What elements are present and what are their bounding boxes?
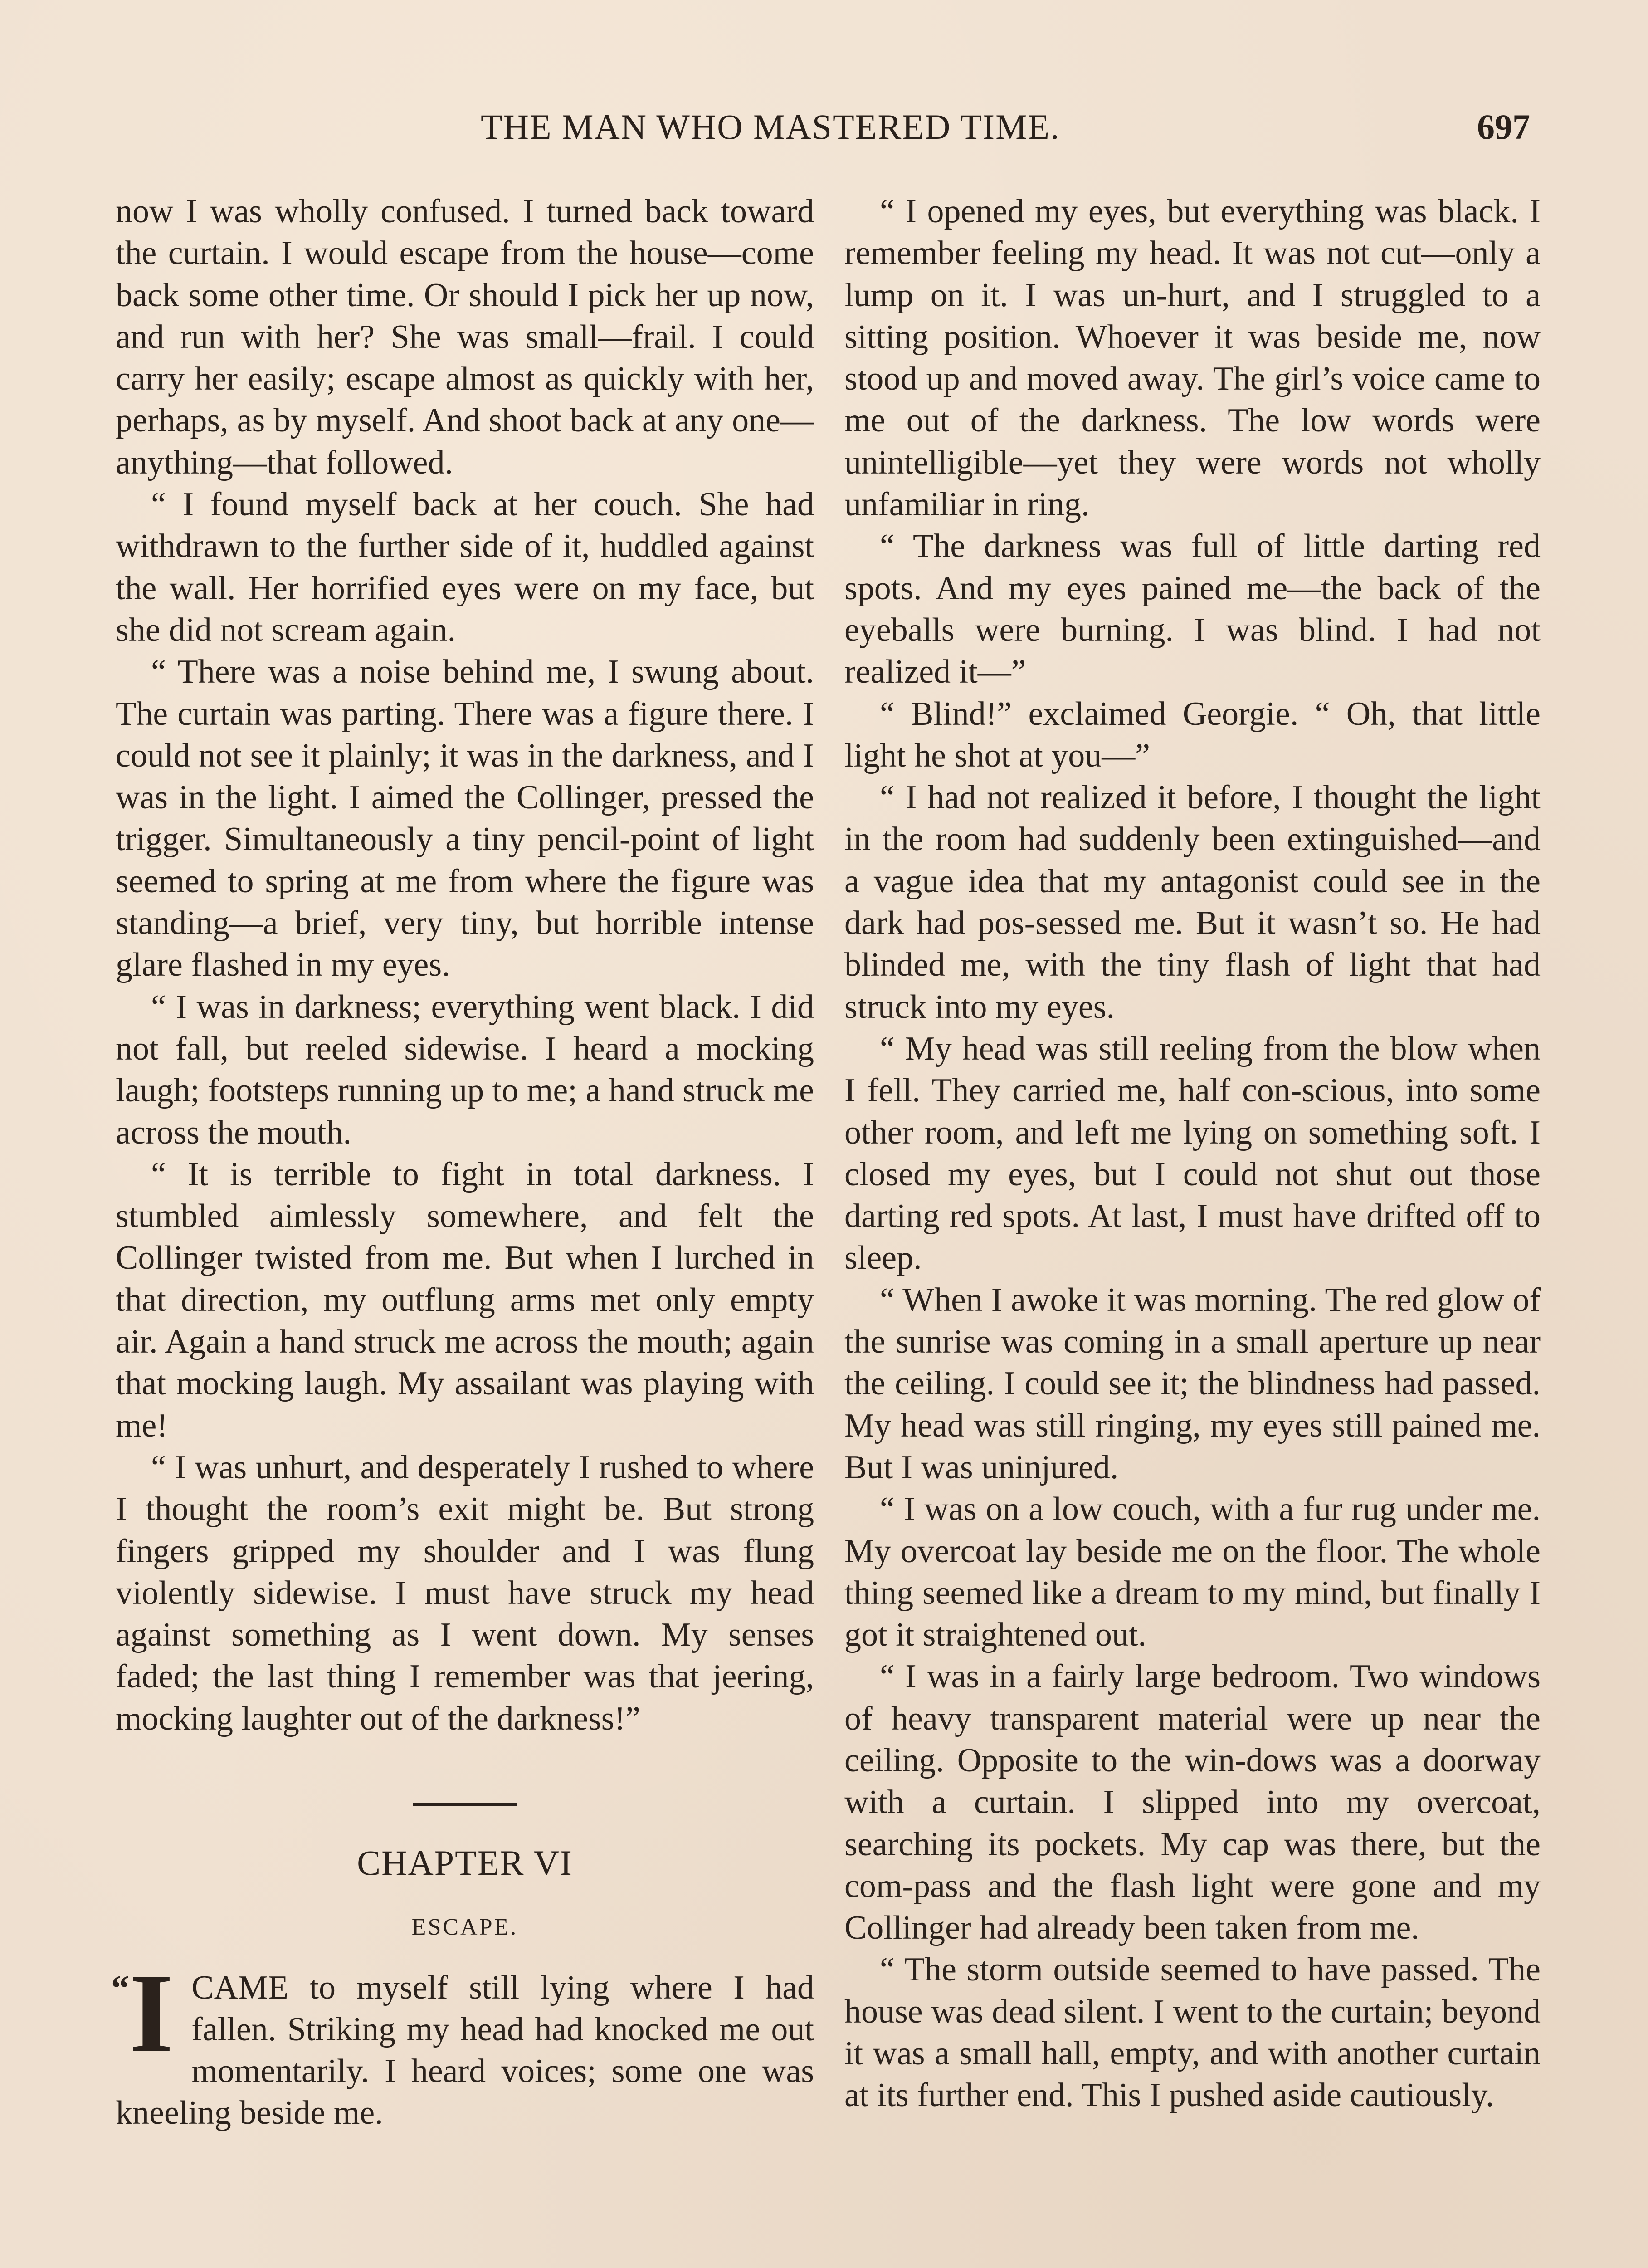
paragraph: now I was wholly confused. I turned back toward the curtain. I would escape from the house—come back some other time. Or should I pick her up now, and run with her? She was small—frail. I could carry her easily; escape almost as quickly with her, perhaps, as by myself. And shoot back at any one—anything—that followed. <box>116 193 814 481</box>
paragraph: “ I opened my eyes, but everything was black. I remember feeling my head. It was not cut—only a lump on it. I was un-hurt, and I struggled to a sitting position. Whoever it was beside me, now stood up and moved away. The girl’s voice came to me out of the darkness. The low words were unintelligible—yet they were words not wholly unfamiliar in ring. <box>844 193 1541 523</box>
chapter-title: CHAPTER VI <box>357 1843 573 1882</box>
drop-cap <box>111 1950 174 2076</box>
paragraph: “ The darkness was full of little darting red spots. And my eyes pained me—the back of the eyeballs were burning. I was blind. I had not realized it—” <box>844 528 1541 691</box>
page-number: 697 <box>1477 107 1530 147</box>
paragraph: “ There was a noise behind me, I swung about. The curtain was parting. There was a figure there. I could not see it plainly; it was in the darkness, and I was in the light. I aimed the Collinger, pressed the trigger. Simultaneously a tiny pencil-point of light seemed to spring at me from where the figure was standing—a brief, very tiny, but horrible intense glare flashed in my eyes. <box>116 653 814 984</box>
section-divider <box>413 1803 517 1806</box>
paragraph: “ Blind!” exclaimed Georgie. “ Oh, that little light he shot at you—” <box>844 695 1541 774</box>
paragraph: “ I found myself back at her couch. She had withdrawn to the further side of it, huddled against the wall. Her horrified eyes were on my face, but she did not scream again. <box>116 486 814 649</box>
left-column <box>111 191 814 2134</box>
chapter-opening-paragraph <box>111 1950 814 2134</box>
drop-cap-quote: “ <box>111 1968 129 2009</box>
paragraph: “ I was on a low couch, with a fur rug under me. My overcoat lay beside me on the floor. The whole thing seemed like a dream to my mind, but finally I got it straightened out. <box>844 1491 1541 1654</box>
paragraph: “ I was in a fairly large bedroom. Two windows of heavy transparent material were up near the ceiling. Opposite to the win-dows was a doorway with a curtain. I slipped into my overcoat, searching its pockets. My cap was there, but the com-pass and the flash light were gone and my Collinger had already been taken from me. <box>844 1658 1541 1947</box>
drop-cap-letter: I <box>129 1950 174 2076</box>
paragraph: “ I had not realized it before, I thought the light in the room had suddenly been extinguished—and a vague idea that my antagonist could see in the dark had pos-sessed me. But it wasn’t so. He had blinded me, with the tiny flash of light that had struck into my eyes. <box>844 779 1541 1026</box>
paragraph: “ I was in darkness; everything went black. I did not fall, but reeled sidewise. I heard a mocking laugh; footsteps running up to me; a hand struck me across the mouth. <box>116 988 814 1151</box>
right-column <box>844 191 1541 2116</box>
running-title: THE MAN WHO MASTERED TIME. <box>481 107 1060 147</box>
paragraph: “ The storm outside seemed to have passed. The house was dead silent. I went to the curtain; beyond it was a small hall, empty, and with another curtain at its further end. This I pushed aside cautiously. <box>844 1951 1541 2114</box>
chapter-subtitle: ESCAPE. <box>411 1914 518 1941</box>
paragraph: “ When I awoke it was morning. The red glow of the sunrise was coming in a small aperture up near the ceiling. I could see it; the blindness had passed. My head was still ringing, my eyes still pained me. But I was uninjured. <box>844 1281 1541 1486</box>
chapter-opening-text: CAME to myself still lying where I had fallen. Striking my head had knocked me out momentarily. I heard voices; some one was kneeling beside me. <box>116 1969 814 2132</box>
paragraph: “ I was unhurt, and desperately I rushed to where I thought the room’s exit might be. But strong fingers gripped my shoulder and I was flung violently sidewise. I must have struck my head against something as I went down. My senses faded; the last thing I remember was that jeering, mocking laughter out of the darkness!” <box>116 1448 814 1737</box>
paragraph: “ My head was still reeling from the blow when I fell. They carried me, half con-scious, into some other room, and left me lying on something soft. I closed my eyes, but I could not shut out those darting red spots. At last, I must have drifted off to sleep. <box>844 1030 1541 1277</box>
paragraph: “ It is terrible to fight in total darkness. I stumbled aimlessly somewhere, and felt the Collinger twisted from me. But when I lurched in that direction, my outflung arms met only empty air. Again a hand struck me across the mouth; again that mocking laugh. My assailant was playing with me! <box>116 1155 814 1444</box>
